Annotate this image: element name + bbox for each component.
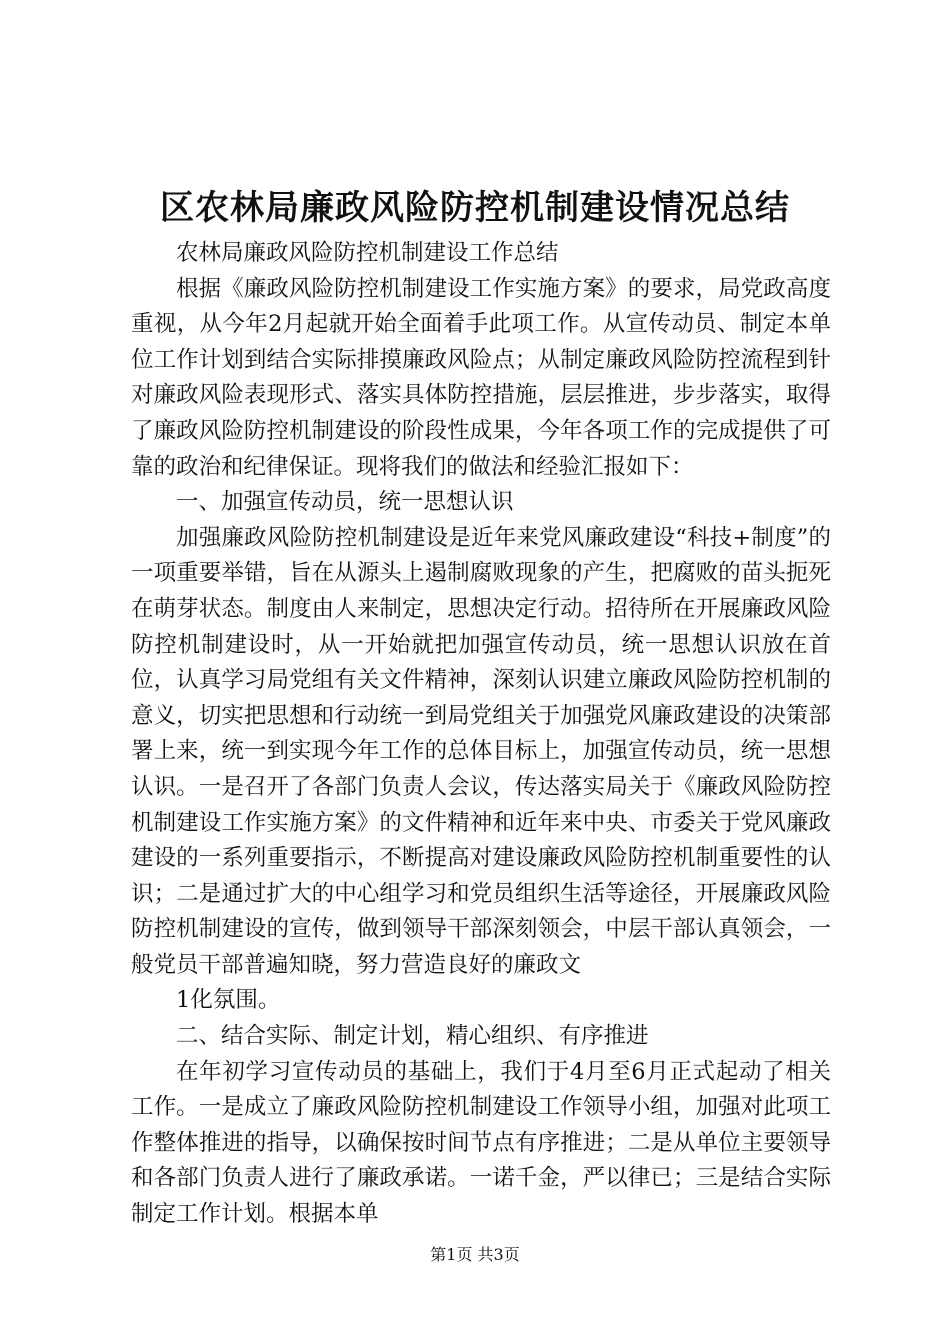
paragraph-continuation: 1化氛围。 <box>176 987 281 1014</box>
paragraph-section-1: 加强廉政风险防控机制建设是近年来党风廉政建设“科技+制度”的一项重要举错，旨在从源头上遏制腐败现象的产生，把腐败的苗头扼死在萌芽状态。制度由人来制定，思想决定行动。招待所在开展廉政风险防控机制建设时，从一开始就把加强宣传动员，统一思想认识放在首位，认真学习局党组有关文件精神，深刻认识建立廉政风险防控机制的意义，切实把思想和行动统一到局党组关于加强党风廉政建设的决策部署上来，统一到实现今年工作的总体目标上，加强宣传动员，统一思想认识。一是召开了各部门负责人会议，传达落实局关于《廉政风险防控机制建设工作实施方案》的文件精神和近年来中央、市委关于党风廉政建设的一系列重要指示，不断提高对建设廉政风险防控机制重要性的认识；二是通过扩大的中心组学习和党员组织生活等途径，开展廉政风险防控机制建设的宣传，做到领导干部深刻领会，中层干部认真领会，一般党员干部普遍知晓，努力营造良好的廉政文 <box>131 524 831 978</box>
paragraph-subtitle: 农林局廉政风险防控机制建设工作总结 <box>176 240 559 266</box>
paragraph-intro: 根据《廉政风险防控机制建设工作实施方案》的要求，局党政高度重视，从今年2月起就开始全面着手此项工作。从宣传动员、制定本单位工作计划到结合实际排摸廉政风险点；从制定廉政风险防控流程到针对廉政风险表现形式、落实具体防控措施，层层推进，步步落实，取得了廉政风险防控机制建设的阶段性成果，今年各项工作的完成提供了可靠的政治和纪律保证。现将我们的做法和经验汇报如下： <box>131 275 831 480</box>
document-title: 区农林局廉政风险防控机制建设情况总结 <box>160 188 790 228</box>
section-heading-2: 二、结合实际、制定计划，精心组织、有序推进 <box>176 1023 649 1050</box>
page-footer: 第1页 共3页 <box>430 1245 520 1264</box>
paragraph-section-2: 在年初学习宣传动员的基础上，我们于4月至6月正式起动了相关工作。一是成立了廉政风险防控机制建设工作领导小组，加强对此项工作整体推进的指导，以确保按时间节点有序推进；二是从单位主要领导和各部门负责人进行了廉政承诺。一诺千金，严以律已；三是结合实际制定工作计划。根据本单 <box>131 1058 831 1228</box>
section-heading-1: 一、加强宣传动员，统一思想认识 <box>176 489 514 516</box>
document-body <box>131 236 831 1233</box>
